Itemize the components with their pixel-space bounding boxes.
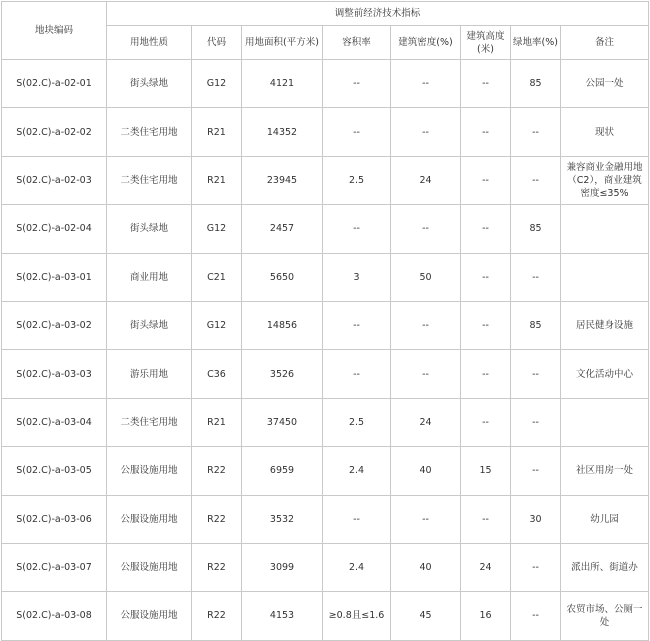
table-row xyxy=(2,495,649,543)
table-row xyxy=(2,398,649,446)
note-cell: 农贸市场、公厕一处 xyxy=(561,592,649,640)
header-density: 建筑密度(%) xyxy=(391,26,461,60)
note-cell: 居民健身设施 xyxy=(561,301,649,349)
density-cell: -- xyxy=(391,60,461,108)
header-indicator-group: 调整前经济技术指标 xyxy=(107,2,649,26)
green-ratio-cell: -- xyxy=(511,447,561,495)
area-cell: 5650 xyxy=(242,253,323,301)
plot-code-cell: S(02.C)-a-03-04 xyxy=(2,398,107,446)
header-far: 容积率 xyxy=(323,26,391,60)
area-cell: 4121 xyxy=(242,60,323,108)
code-cell: R22 xyxy=(192,592,242,640)
table-row xyxy=(2,60,649,108)
land-use-cell: 二类住宅用地 xyxy=(107,108,192,156)
density-cell: -- xyxy=(391,301,461,349)
far-cell: 2.4 xyxy=(323,447,391,495)
land-use-cell: 街头绿地 xyxy=(107,301,192,349)
height-cell: -- xyxy=(461,350,511,398)
density-cell: 40 xyxy=(391,543,461,591)
land-use-cell: 游乐用地 xyxy=(107,350,192,398)
density-cell: 40 xyxy=(391,447,461,495)
header-plot-code: 地块编码 xyxy=(2,2,107,60)
green-ratio-cell: 85 xyxy=(511,60,561,108)
green-ratio-cell: -- xyxy=(511,108,561,156)
note-cell: 现状 xyxy=(561,108,649,156)
land-use-cell: 公服设施用地 xyxy=(107,447,192,495)
far-cell: -- xyxy=(323,205,391,253)
code-cell: C21 xyxy=(192,253,242,301)
table-body xyxy=(2,60,649,641)
far-cell: ≥0.8且≤1.6 xyxy=(323,592,391,640)
header-land-use: 用地性质 xyxy=(107,26,192,60)
far-cell: 2.5 xyxy=(323,156,391,204)
table-row xyxy=(2,253,649,301)
land-use-cell: 公服设施用地 xyxy=(107,543,192,591)
height-cell: 15 xyxy=(461,447,511,495)
header-green-ratio: 绿地率(%) xyxy=(511,26,561,60)
density-cell: 24 xyxy=(391,156,461,204)
area-cell: 37450 xyxy=(242,398,323,446)
green-ratio-cell: 30 xyxy=(511,495,561,543)
code-cell: C36 xyxy=(192,350,242,398)
area-cell: 3526 xyxy=(242,350,323,398)
green-ratio-cell: -- xyxy=(511,156,561,204)
header-area: 用地面积(平方米) xyxy=(242,26,323,60)
height-cell: 16 xyxy=(461,592,511,640)
plot-code-cell: S(02.C)-a-03-01 xyxy=(2,253,107,301)
far-cell: 3 xyxy=(323,253,391,301)
land-use-cell: 二类住宅用地 xyxy=(107,156,192,204)
code-cell: R21 xyxy=(192,108,242,156)
height-cell: -- xyxy=(461,495,511,543)
code-cell: R21 xyxy=(192,398,242,446)
plot-code-cell: S(02.C)-a-03-07 xyxy=(2,543,107,591)
area-cell: 23945 xyxy=(242,156,323,204)
area-cell: 2457 xyxy=(242,205,323,253)
land-use-cell: 二类住宅用地 xyxy=(107,398,192,446)
header-code: 代码 xyxy=(192,26,242,60)
table-row xyxy=(2,350,649,398)
note-cell: 兼容商业金融用地（C2），商业建筑密度≤35% xyxy=(561,156,649,204)
density-cell: -- xyxy=(391,108,461,156)
note-cell xyxy=(561,205,649,253)
height-cell: -- xyxy=(461,253,511,301)
plot-code-cell: S(02.C)-a-03-02 xyxy=(2,301,107,349)
green-ratio-cell: -- xyxy=(511,398,561,446)
plot-code-cell: S(02.C)-a-02-01 xyxy=(2,60,107,108)
density-cell: -- xyxy=(391,495,461,543)
density-cell: 45 xyxy=(391,592,461,640)
density-cell: 24 xyxy=(391,398,461,446)
green-ratio-cell: -- xyxy=(511,592,561,640)
code-cell: G12 xyxy=(192,301,242,349)
table-header-row xyxy=(2,2,649,26)
note-cell: 社区用房一处 xyxy=(561,447,649,495)
area-cell: 14352 xyxy=(242,108,323,156)
far-cell: 2.4 xyxy=(323,543,391,591)
green-ratio-cell: -- xyxy=(511,253,561,301)
green-ratio-cell: 85 xyxy=(511,205,561,253)
note-cell: 派出所、街道办 xyxy=(561,543,649,591)
density-cell: -- xyxy=(391,205,461,253)
code-cell: R21 xyxy=(192,156,242,204)
table-row xyxy=(2,205,649,253)
plot-code-cell: S(02.C)-a-03-08 xyxy=(2,592,107,640)
table-row xyxy=(2,447,649,495)
land-use-cell: 公服设施用地 xyxy=(107,495,192,543)
plot-code-cell: S(02.C)-a-03-06 xyxy=(2,495,107,543)
density-cell: 50 xyxy=(391,253,461,301)
table-row xyxy=(2,108,649,156)
height-cell: -- xyxy=(461,60,511,108)
code-cell: G12 xyxy=(192,60,242,108)
header-height: 建筑高度(米) xyxy=(461,26,511,60)
height-cell: -- xyxy=(461,205,511,253)
density-cell: -- xyxy=(391,350,461,398)
land-use-cell: 街头绿地 xyxy=(107,205,192,253)
area-cell: 14856 xyxy=(242,301,323,349)
note-cell: 文化活动中心 xyxy=(561,350,649,398)
plot-code-cell: S(02.C)-a-03-03 xyxy=(2,350,107,398)
header-note: 备注 xyxy=(561,26,649,60)
code-cell: G12 xyxy=(192,205,242,253)
code-cell: R22 xyxy=(192,543,242,591)
far-cell: -- xyxy=(323,350,391,398)
land-use-cell: 商业用地 xyxy=(107,253,192,301)
far-cell: -- xyxy=(323,495,391,543)
code-cell: R22 xyxy=(192,495,242,543)
height-cell: -- xyxy=(461,108,511,156)
code-cell: R22 xyxy=(192,447,242,495)
height-cell: 24 xyxy=(461,543,511,591)
height-cell: -- xyxy=(461,156,511,204)
plot-code-cell: S(02.C)-a-03-05 xyxy=(2,447,107,495)
area-cell: 3099 xyxy=(242,543,323,591)
plot-code-cell: S(02.C)-a-02-04 xyxy=(2,205,107,253)
table-row xyxy=(2,156,649,204)
land-use-indicator-table xyxy=(1,1,649,641)
plot-code-cell: S(02.C)-a-02-03 xyxy=(2,156,107,204)
table-row xyxy=(2,543,649,591)
green-ratio-cell: -- xyxy=(511,350,561,398)
land-use-cell: 街头绿地 xyxy=(107,60,192,108)
note-cell: 幼儿园 xyxy=(561,495,649,543)
land-use-cell: 公服设施用地 xyxy=(107,592,192,640)
note-cell xyxy=(561,253,649,301)
green-ratio-cell: 85 xyxy=(511,301,561,349)
note-cell: 公园一处 xyxy=(561,60,649,108)
height-cell: -- xyxy=(461,301,511,349)
far-cell: -- xyxy=(323,60,391,108)
far-cell: -- xyxy=(323,108,391,156)
note-cell xyxy=(561,398,649,446)
area-cell: 3532 xyxy=(242,495,323,543)
far-cell: -- xyxy=(323,301,391,349)
table-row xyxy=(2,592,649,640)
area-cell: 6959 xyxy=(242,447,323,495)
table-row xyxy=(2,301,649,349)
height-cell: -- xyxy=(461,398,511,446)
green-ratio-cell: -- xyxy=(511,543,561,591)
far-cell: 2.5 xyxy=(323,398,391,446)
plot-code-cell: S(02.C)-a-02-02 xyxy=(2,108,107,156)
area-cell: 4153 xyxy=(242,592,323,640)
